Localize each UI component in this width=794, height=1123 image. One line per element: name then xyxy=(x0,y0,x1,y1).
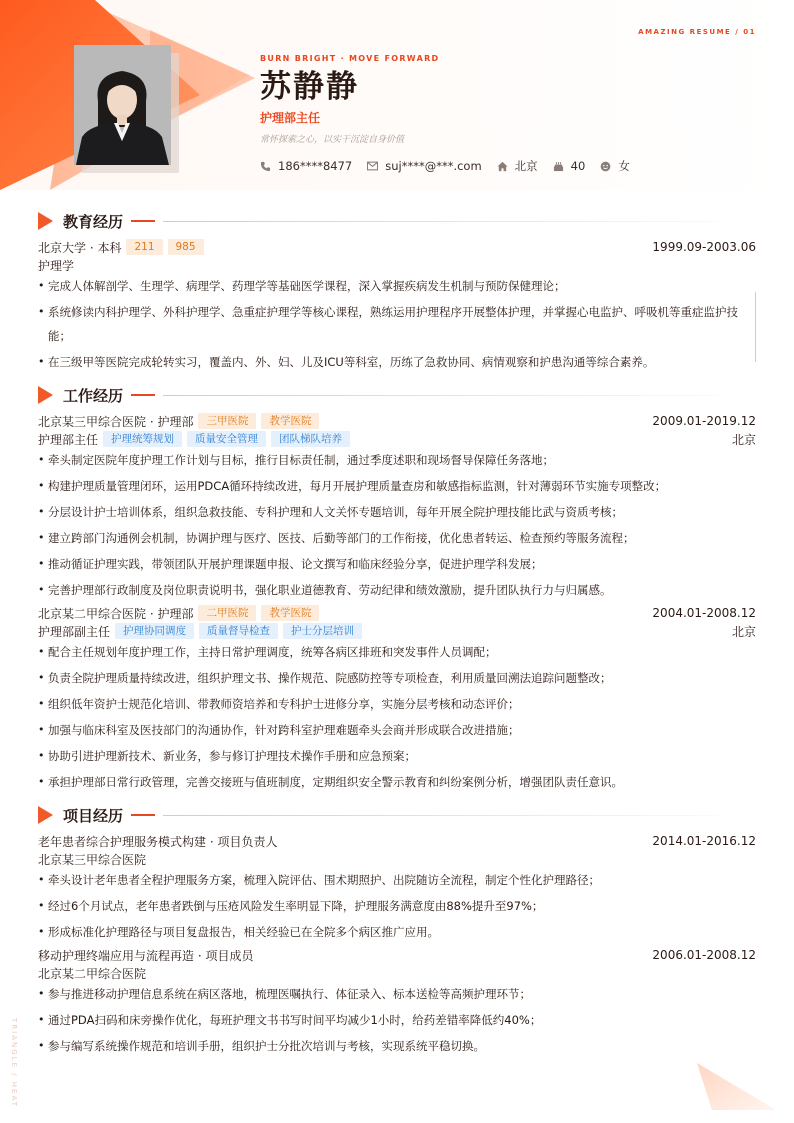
education-heading xyxy=(38,210,756,232)
motto: 常怀探索之心，以实干沉淀自身价值 xyxy=(260,135,405,145)
work-role-row xyxy=(38,430,756,448)
candidate-name: 苏静静 xyxy=(260,69,359,105)
org-tag: 二甲医院 xyxy=(198,605,256,621)
heading-dash xyxy=(131,220,155,222)
resume-body xyxy=(38,210,756,1068)
mail-icon xyxy=(367,161,378,171)
heading-rule xyxy=(163,395,718,396)
project-entry-header xyxy=(38,946,756,964)
list-item: • 承担护理部日常行政管理，完善交接班与值班制度，定期组织安全警示教育和纠纷案例分析，增强团队责任意识。 xyxy=(38,770,756,794)
list-item: • 推动循证护理实践，带领团队开展护理课题申报、论文撰写和临床经验分享，促进护理学科发展； xyxy=(38,552,756,576)
list-item: • 参与编写系统操作规范和培训手册，组织护士分批次培训与考核，实现系统平稳切换。 xyxy=(38,1034,756,1058)
work-bullets xyxy=(38,448,756,602)
city: 北京 xyxy=(514,159,538,173)
work-section xyxy=(38,384,756,794)
work-date: 2004.01-2008.12 xyxy=(652,606,756,620)
education-major-row xyxy=(38,256,756,274)
education-entry xyxy=(38,238,756,256)
project-org: 北京某三甲综合医院 xyxy=(38,852,147,867)
role-tag: 护理协同调度 xyxy=(115,623,194,639)
projects-heading xyxy=(38,804,756,826)
project-date: 2006.01-2008.12 xyxy=(652,948,756,962)
work-date: 2009.01-2019.12 xyxy=(652,414,756,428)
role-tag: 团队梯队培养 xyxy=(271,431,350,447)
role-tag: 质量安全管理 xyxy=(187,431,266,447)
list-item: • 协助引进护理新技术、新业务，参与修订护理技术操作手册和应急预案； xyxy=(38,744,756,768)
list-item: • 配合主任规划年度护理工作，主持日常护理调度，统筹各病区排班和突发事件人员调配； xyxy=(38,640,756,664)
list-item: • 通过PDA扫码和床旁操作优化，每班护理文书书写时间平均减少1小时，给药差错率降低约40%； xyxy=(38,1008,756,1032)
contact-age xyxy=(553,159,586,173)
list-item: • 牵头设计老年患者全程护理服务方案，梳理入院评估、围术期照护、出院随访全流程，制定个性化护理路径； xyxy=(38,868,756,892)
project-bullets xyxy=(38,982,756,1058)
org-tag: 三甲医院 xyxy=(198,413,256,429)
side-vertical-text: TRIANGLE / HEAT xyxy=(10,1018,18,1108)
education-side-rule xyxy=(755,292,756,362)
project-entry xyxy=(38,946,756,1058)
project-name: 移动护理终端应用与流程再造 · 项目成员 xyxy=(38,948,254,963)
work-entry-header xyxy=(38,412,756,430)
project-bullets xyxy=(38,868,756,944)
school-tag: 211 xyxy=(126,239,162,255)
age: 40 xyxy=(570,159,586,173)
list-item: • 系统修读内科护理学、外科护理学、急重症护理学等核心课程，熟练运用护理程序开展整体护理，并掌握心电监护、呼吸机等重症监护技能； xyxy=(38,300,756,348)
org-name: 北京某二甲综合医院 · 护理部 xyxy=(38,606,194,621)
list-item: • 完成人体解剖学、生理学、病理学、药理学等基础医学课程，深入掌握疾病发生机制与预防保健理论； xyxy=(38,274,756,298)
role-tag: 质量督导检查 xyxy=(199,623,278,639)
list-item: • 经过6个月试点，老年患者跌倒与压疮风险发生率明显下降，护理服务满意度由88%提升至97%； xyxy=(38,894,756,918)
contact-phone xyxy=(260,159,352,173)
heading-dash xyxy=(131,814,155,816)
project-name: 老年患者综合护理服务模式构建 · 项目负责人 xyxy=(38,834,278,849)
role: 护理部主任 xyxy=(38,432,99,447)
phone-number: 186****8477 xyxy=(278,159,353,173)
work-city: 北京 xyxy=(731,624,756,639)
list-item: • 在三级甲等医院完成轮转实习，覆盖内、外、妇、儿及ICU等科室，历练了急救协同、病情观察和护患沟通等综合素养。 xyxy=(38,350,756,374)
cake-icon xyxy=(553,161,564,172)
role-tag: 护士分层培训 xyxy=(283,623,362,639)
contact-email xyxy=(367,159,481,173)
work-entry xyxy=(38,604,756,794)
list-item: • 牵头制定医院年度护理工作计划与目标，推行目标责任制，通过季度述职和现场督导保障任务落地； xyxy=(38,448,756,472)
phone-icon xyxy=(260,161,271,172)
education-date: 1999.09-2003.06 xyxy=(652,240,756,254)
list-item: • 构建护理质量管理闭环，运用PDCA循环持续改进，每月开展护理质量查房和敏感指标监测，针对薄弱环节实施专项整改； xyxy=(38,474,756,498)
role: 护理部副主任 xyxy=(38,624,111,639)
work-bullets xyxy=(38,640,756,794)
list-item: • 完善护理部行政制度及岗位职责说明书，强化职业道德教育、劳动纪律和绩效激励，提升团队执行力与归属感。 xyxy=(38,578,756,602)
work-city: 北京 xyxy=(731,432,756,447)
section-title: 项目经历 xyxy=(63,806,124,825)
work-entry xyxy=(38,412,756,602)
org-tag: 教学医院 xyxy=(261,605,319,621)
footer-triangle xyxy=(697,1063,776,1110)
org-name: 北京某三甲综合医院 · 护理部 xyxy=(38,414,194,429)
section-title: 工作经历 xyxy=(63,386,124,405)
header-info xyxy=(260,54,645,174)
list-item: • 负责全院护理质量持续改进，组织护理文书、操作规范、院感防控等专项检查，利用质量回溯法追踪问题整改； xyxy=(38,666,756,690)
work-heading xyxy=(38,384,756,406)
resume-topline: AMAZING RESUME / 01 xyxy=(638,28,756,36)
role-tag: 护理统筹规划 xyxy=(103,431,182,447)
projects-section xyxy=(38,804,756,1058)
triangle-bullet-icon xyxy=(38,386,53,404)
section-title: 教育经历 xyxy=(63,212,124,231)
profile-photo xyxy=(74,45,171,165)
org-tag: 教学医院 xyxy=(261,413,319,429)
work-role-row xyxy=(38,622,756,640)
project-entry xyxy=(38,832,756,944)
triangle-bullet-icon xyxy=(38,212,53,230)
list-item: • 加强与临床科室及医技部门的沟通协作，针对跨科室护理难题牵头会商并形成联合改进措施； xyxy=(38,718,756,742)
contact-city xyxy=(497,158,538,174)
heading-dash xyxy=(131,394,155,396)
education-section xyxy=(38,210,756,374)
triangle-bullet-icon xyxy=(38,806,53,824)
project-date: 2014.01-2016.12 xyxy=(652,834,756,848)
list-item: • 参与推进移动护理信息系统在病区落地，梳理医嘱执行、体征录入、标本送检等高频护理环节； xyxy=(38,982,756,1006)
contact-list xyxy=(260,158,645,174)
work-entry-header xyxy=(38,604,756,622)
project-org-row xyxy=(38,850,756,868)
job-title: 护理部主任 xyxy=(260,111,321,125)
education-bullets xyxy=(38,274,756,374)
email-address: suj****@***.com xyxy=(385,159,482,173)
heading-rule xyxy=(163,815,718,816)
gender: 女 xyxy=(618,159,630,173)
heading-rule xyxy=(163,221,718,222)
list-item: • 建立跨部门沟通例会机制，协调护理与医疗、医技、后勤等部门的工作衔接，优化患者转运、检查预约等服务流程； xyxy=(38,526,756,550)
list-item: • 组织低年资护士规范化培训、带教师资培养和专科护士进修分享，实施分层考核和动态评价； xyxy=(38,692,756,716)
tagline: BURN BRIGHT · MOVE FORWARD xyxy=(260,54,440,63)
school-name: 北京大学 · 本科 xyxy=(38,240,122,255)
list-item: • 形成标准化护理路径与项目复盘报告，相关经验已在全院多个病区推广应用。 xyxy=(38,920,756,944)
project-org: 北京某二甲综合医院 xyxy=(38,966,147,981)
home-icon xyxy=(497,161,508,172)
contact-gender xyxy=(600,158,630,174)
school-tag: 985 xyxy=(168,239,204,255)
smiley-icon xyxy=(600,161,611,172)
project-org-row xyxy=(38,964,756,982)
person-avatar-icon xyxy=(74,45,171,165)
list-item: • 分层设计护士培训体系，组织急救技能、专科护理和人文关怀专题培训，每年开展全院护理技能比武与资质考核； xyxy=(38,500,756,524)
project-entry-header xyxy=(38,832,756,850)
major: 护理学 xyxy=(38,258,75,273)
